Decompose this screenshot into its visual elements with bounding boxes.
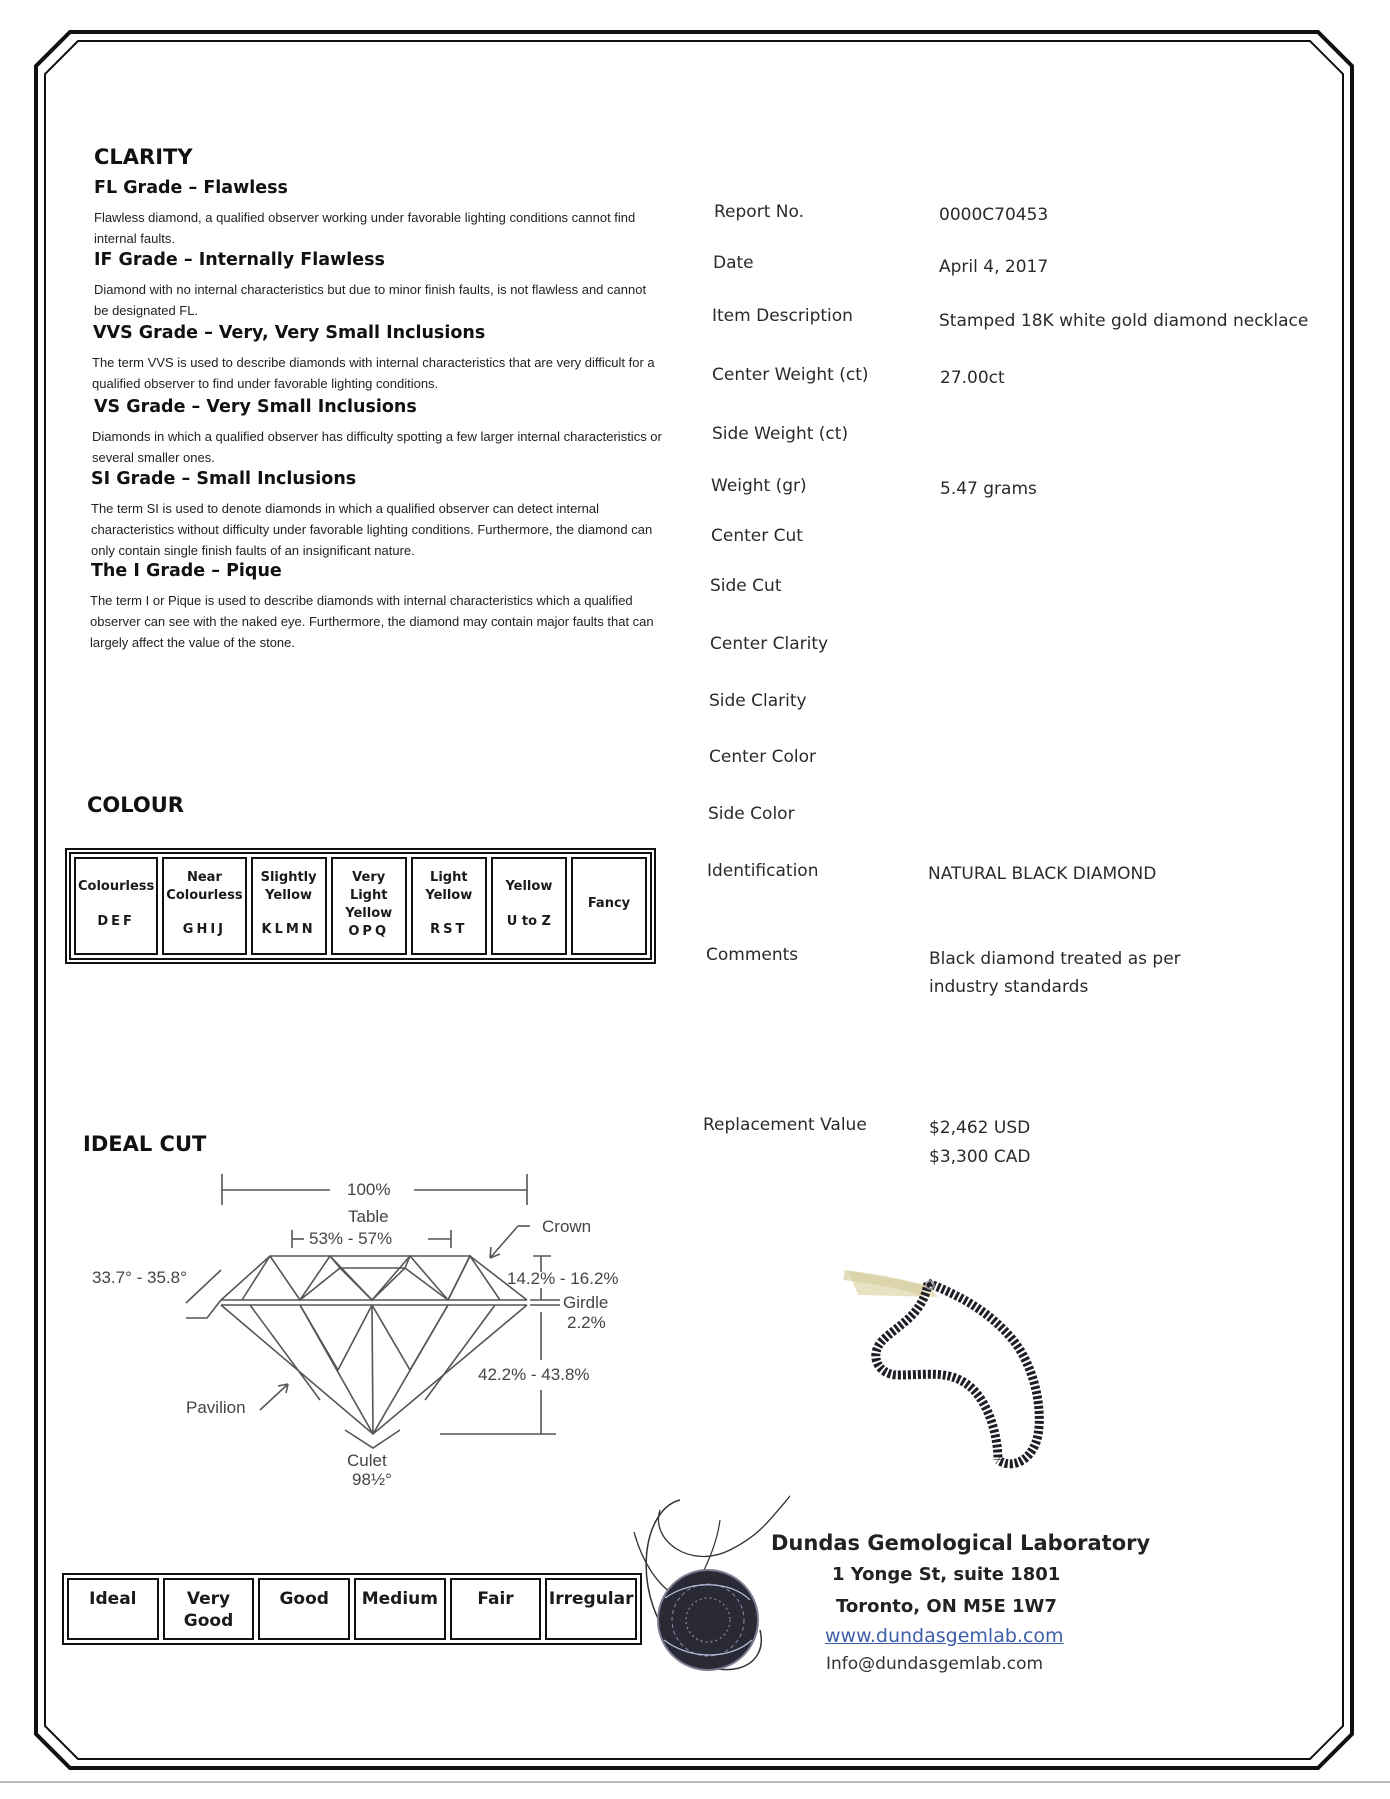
field-label-identification: Identification — [707, 861, 819, 881]
field-label-replacement-value: Replacement Value — [703, 1115, 867, 1135]
necklace-photo — [838, 1255, 1078, 1485]
diagram-pavilion-depth: 42.2% - 43.8% — [478, 1365, 590, 1384]
grade-title-si: SI Grade – Small Inclusions — [91, 469, 357, 489]
field-value-identification: NATURAL BLACK DIAMOND — [928, 864, 1157, 884]
field-label-center-clarity: Center Clarity — [710, 634, 829, 654]
diagram-culet-label: Culet — [347, 1451, 387, 1470]
field-label-side-weight: Side Weight (ct) — [712, 424, 849, 444]
clarity-heading: CLARITY — [94, 145, 193, 169]
cut-grade-very-good: Very Good — [163, 1578, 255, 1640]
grade-desc-fl: Flawless diamond, a qualified observer working under favorable lighting conditions cannot find internal faults. — [94, 210, 636, 246]
field-value-report-no: 0000C70453 — [939, 205, 1049, 225]
colour-cell-code: GHIJ — [182, 922, 227, 937]
colour-cell-label: Slightly Yellow — [260, 870, 317, 903]
grade-title-fl: FL Grade – Flawless — [94, 178, 288, 198]
diagram-crown-angle: 33.7° - 35.8° — [92, 1268, 187, 1287]
cut-grade-medium: Medium — [354, 1578, 446, 1640]
lab-website-link[interactable]: www.dundasgemlab.com — [825, 1625, 1064, 1647]
diagram-table-range: 53% - 57% — [309, 1229, 393, 1248]
field-label-report-no: Report No. — [714, 202, 804, 222]
field-label-side-cut: Side Cut — [710, 576, 782, 596]
grade-title-vvs: VVS Grade – Very, Very Small Inclusions — [93, 323, 486, 343]
diagram-girdle-value: 2.2% — [567, 1313, 606, 1332]
grade-desc-si: The term SI is used to denote diamonds in which a qualified observer can detect internal characteristics without difficulty under favorable lighting conditions. Furthermore, the diamond can only contain single finish faults of an insignificant nature. — [91, 501, 653, 558]
colour-cell-code: RST — [430, 922, 468, 937]
field-label-weight-gr: Weight (gr) — [711, 476, 807, 496]
grade-desc-i: The term I or Pique is used to describe diamonds with internal characteristics which a qualified observer can see with the naked eye. Furthermore, the diamond may contain major faults that can largely affect the value of the stone. — [90, 593, 654, 650]
colour-cell-label: Near Colourless — [166, 870, 243, 903]
diagram-culet-value: 98½° — [352, 1470, 392, 1489]
diagram-width-label: 100% — [347, 1180, 391, 1199]
ideal-cut-heading: IDEAL CUT — [83, 1132, 207, 1156]
colour-cell-label: Light Yellow — [425, 870, 473, 903]
field-value-replacement-usd: $2,462 USD — [929, 1118, 1031, 1138]
field-label-date: Date — [713, 253, 754, 273]
field-label-center-weight: Center Weight (ct) — [712, 365, 869, 385]
grade-title-i: The I Grade – Pique — [91, 561, 282, 581]
field-label-side-color: Side Color — [708, 804, 795, 824]
colour-cell-label: Yellow — [505, 878, 553, 894]
field-value-replacement-cad: $3,300 CAD — [929, 1147, 1031, 1167]
diagram-pavilion-label: Pavilion — [186, 1398, 246, 1417]
field-label-item-description: Item Description — [712, 306, 853, 326]
diagram-table-label: Table — [348, 1207, 389, 1226]
field-label-center-color: Center Color — [709, 747, 817, 767]
grade-title-if: IF Grade – Internally Flawless — [94, 250, 385, 270]
signature-and-holographic-seal — [620, 1480, 790, 1695]
grade-desc-if: Diamond with no internal characteristics but due to minor finish faults, is not flawless and cannot be designated FL. — [94, 282, 647, 318]
colour-cell-label: Fancy — [587, 896, 631, 911]
colour-cell-label: Very Light Yellow — [345, 870, 393, 921]
field-label-center-cut: Center Cut — [711, 526, 803, 546]
field-value-item-description: Stamped 18K white gold diamond necklace — [939, 311, 1309, 331]
diagram-crown-height: 14.2% - 16.2% — [507, 1269, 619, 1288]
colour-cell-code: DEF — [97, 913, 135, 929]
cut-grade-table — [62, 1573, 642, 1645]
cut-grade-good: Good — [258, 1578, 350, 1640]
lab-address-line1: 1 Yonge St, suite 1801 — [832, 1564, 1061, 1585]
grade-desc-vvs: The term VVS is used to describe diamonds with internal characteristics that are very difficult for a qualified observer to find under favorable lighting conditions. — [92, 355, 655, 391]
diagram-crown-label: Crown — [542, 1217, 592, 1236]
colour-cell-label: Colourless — [78, 878, 155, 894]
colour-cell-code: OPQ — [348, 924, 390, 939]
colour-heading: COLOUR — [87, 793, 184, 817]
colour-cell-code: U to Z — [506, 913, 551, 929]
lab-address-line2: Toronto, ON M5E 1W7 — [836, 1596, 1057, 1617]
field-label-comments: Comments — [706, 945, 799, 965]
field-value-center-weight: 27.00ct — [940, 368, 1005, 388]
cut-grade-ideal: Ideal — [67, 1578, 159, 1640]
cut-grade-fair: Fair — [450, 1578, 542, 1640]
field-label-side-clarity: Side Clarity — [709, 691, 807, 711]
grade-title-vs: VS Grade – Very Small Inclusions — [94, 397, 417, 417]
lab-email: Info@dundasgemlab.com — [826, 1654, 1044, 1674]
colour-cell-code: KLMN — [261, 922, 316, 937]
lab-name: Dundas Gemological Laboratory — [771, 1531, 1151, 1555]
grade-desc-vs: Diamonds in which a qualified observer has difficulty spotting a few larger internal characteristics or several smaller ones. — [92, 429, 662, 465]
field-value-weight-gr: 5.47 grams — [940, 479, 1037, 499]
cut-grade-irregular: Irregular — [545, 1578, 637, 1640]
field-value-comments: Black diamond treated as per industry standards — [929, 949, 1181, 997]
diagram-girdle-label: Girdle — [563, 1293, 609, 1312]
field-value-date: April 4, 2017 — [939, 257, 1049, 277]
